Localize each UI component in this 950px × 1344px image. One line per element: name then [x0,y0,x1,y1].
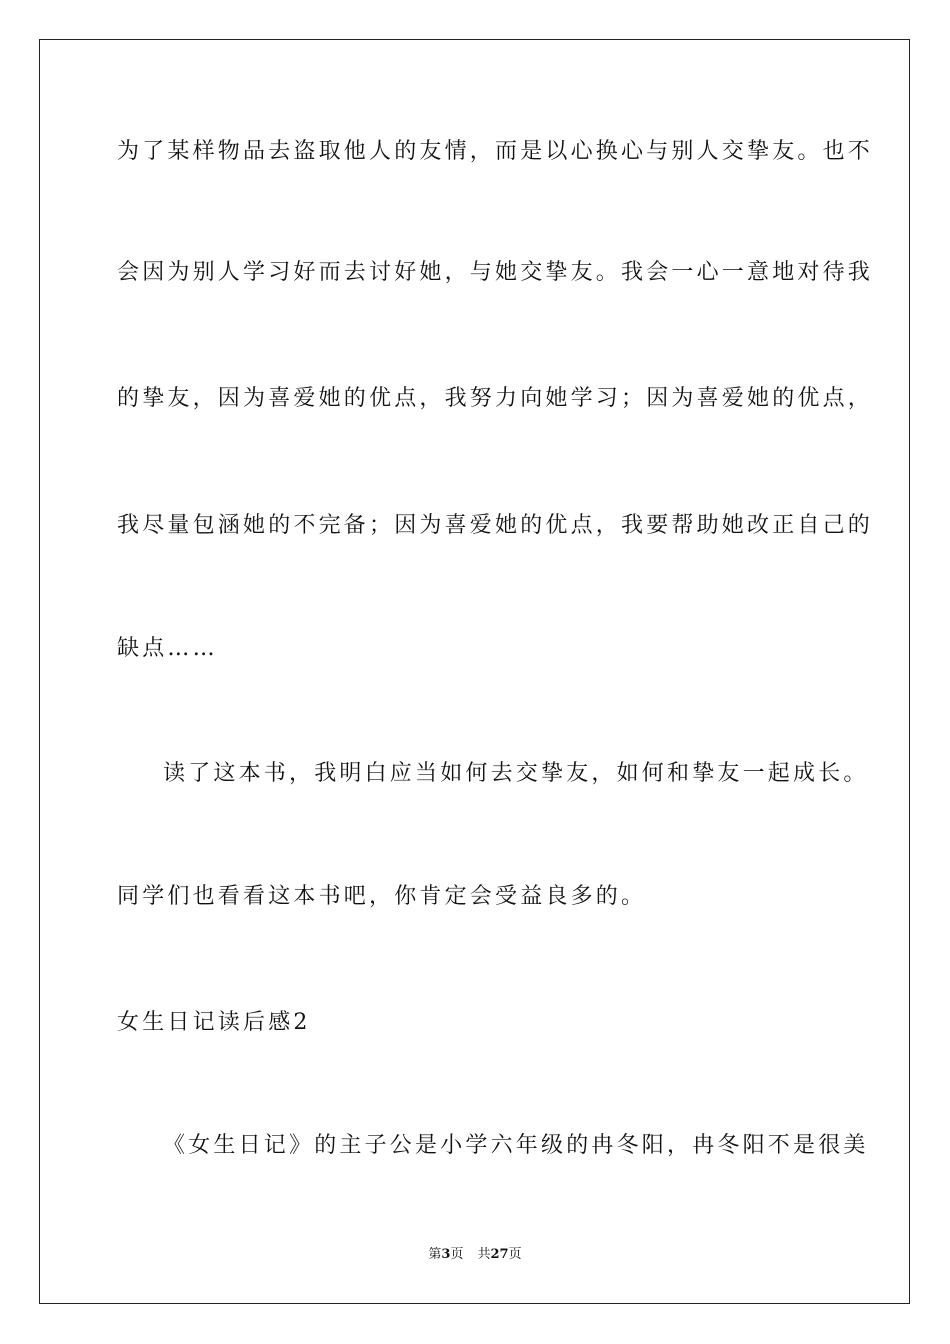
footer-page-prefix: 第 [428,1247,442,1262]
body-line-3: 的挚友，因为喜爱她的优点，我努力向她学习；因为喜爱她的优点， [117,386,874,411]
page-footer [0,1246,950,1264]
body-line-1: 为了某样物品去盗取他人的友情，而是以心换心与别人交挚友。也不 [117,139,874,164]
body-line-5: 缺点…… [117,636,218,661]
page-border [39,39,910,1304]
paragraph-line-1: 读了这本书，我明白应当如何去交挚友，如何和挚友一起成长。 [163,761,869,786]
section-heading: 女生日记读后感2 [117,1010,311,1035]
footer-total-suffix: 页 [508,1247,522,1262]
body-line-2: 会因为别人学习好而去讨好她，与她交挚友。我会一心一意地对待我 [117,260,874,285]
paragraph-line-2: 同学们也看看这本书吧，你肯定会受益良多的。 [117,884,647,909]
footer-total-prefix: 共 [477,1247,491,1262]
footer-page-suffix: 页 [450,1247,464,1262]
footer-page-number: 3 [441,1247,451,1262]
footer-total-pages: 27 [490,1247,509,1262]
body-line-4: 我尽量包涵她的不完备；因为喜爱她的优点，我要帮助她改正自己的 [117,513,874,538]
paragraph-line-3: 《女生日记》的主子公是小学六年级的冉冬阳，冉冬阳不是很美 [163,1133,869,1158]
